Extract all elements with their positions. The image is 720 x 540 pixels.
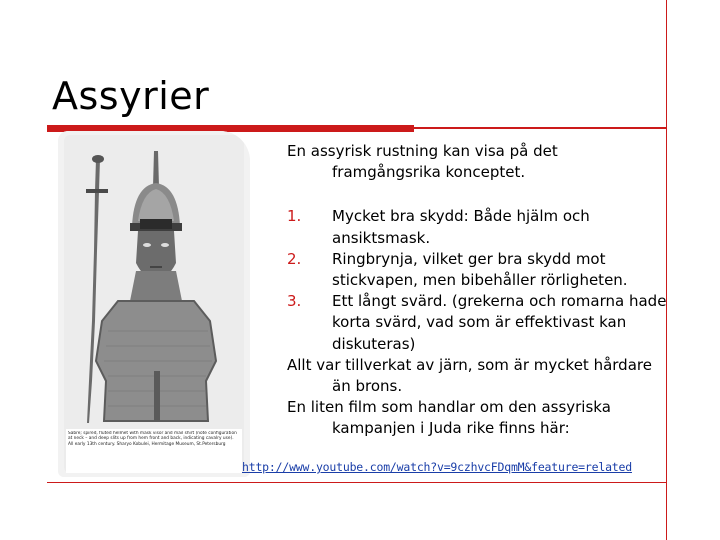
title-underline-thin xyxy=(414,127,666,129)
armor-photo xyxy=(58,131,250,477)
list-number-2: 2. xyxy=(287,249,302,268)
bottom-rule xyxy=(47,482,667,483)
iron-paragraph: Allt var tillverkat av järn, som är mycket hårdare än brons. xyxy=(287,355,652,396)
armor-illustration xyxy=(58,131,250,477)
list-number-1: 1. xyxy=(287,207,302,226)
list-item-3 xyxy=(287,291,667,355)
list-number-3: 3. xyxy=(287,292,302,311)
intro-paragraph: En assyrisk rustning kan visa på det framgångsrika konceptet. xyxy=(287,142,558,182)
list-item-1 xyxy=(287,206,667,248)
list-text-3: Ett långt svärd. (grekerna och romarna hade korta svärd, vad som är effektivast kan diskuteras) xyxy=(332,292,667,353)
list-text-1: Mycket bra skydd: Både hjälm och ansiktsmask. xyxy=(332,207,590,247)
film-paragraph: En liten film som handlar om den assyriska kampanjen i Juda rike finns här: xyxy=(287,398,611,438)
body-text xyxy=(287,141,667,440)
list-item-2 xyxy=(287,249,667,291)
slide-title: Assyrier xyxy=(52,74,210,118)
photo-caption: Sabre; spired, fluted helmet with mask visor and mail shirt (note configuration at neck – and deep slits up from hem front and back, indicating cavalry use). All early 13th century. Sharyo Kobulei, Hermitage Museum, St.Petersburg xyxy=(68,431,237,447)
list-text-2: Ringbrynja, vilket ger bra skydd mot stickvapen, men bibehåller rörligheten. xyxy=(332,249,628,290)
youtube-link[interactable]: http://www.youtube.com/watch?v=9czhvcFDqmM&feature=related xyxy=(242,460,632,474)
